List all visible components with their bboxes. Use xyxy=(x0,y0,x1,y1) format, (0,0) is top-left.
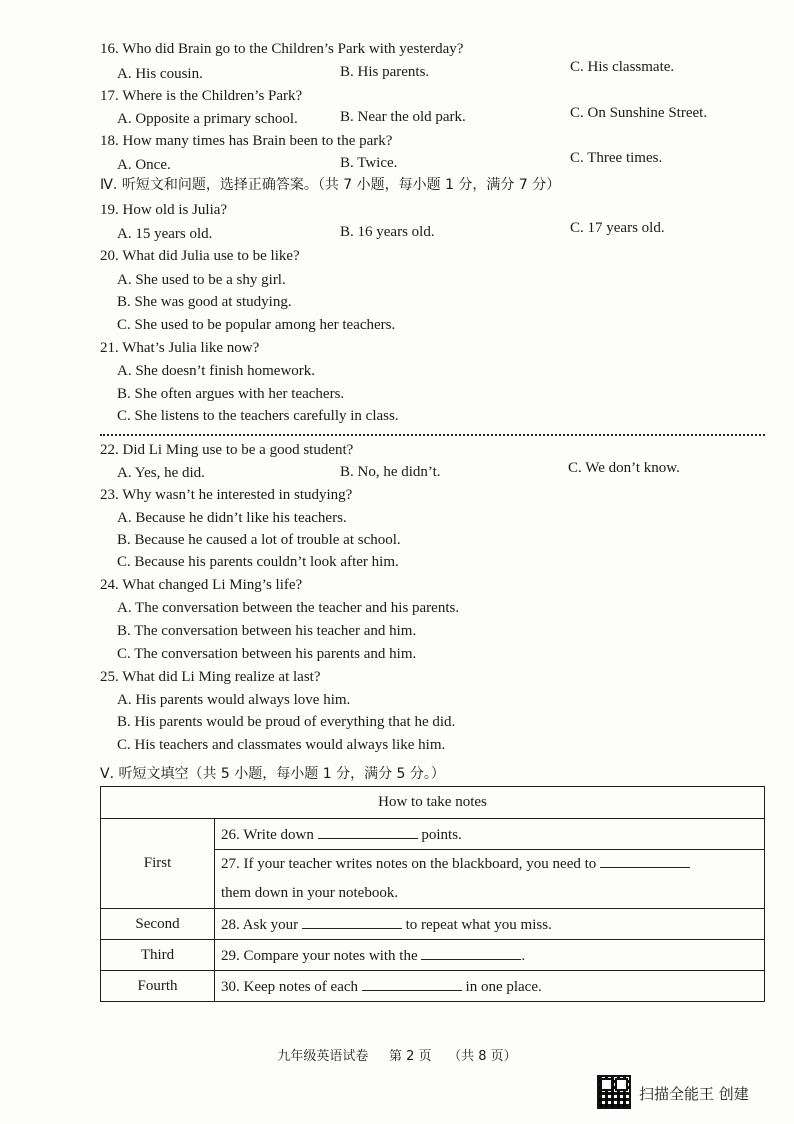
notes-table-title: How to take notes xyxy=(101,787,765,819)
footer-page-number: 第 2 页 xyxy=(389,1049,432,1064)
q21-stem: 21. What’s Julia like now? xyxy=(100,340,260,356)
q17-option-a: A. Opposite a primary school. xyxy=(117,111,298,127)
item-30-text-end: in one place. xyxy=(465,979,542,995)
scanner-watermark: 扫描全能王 创建 xyxy=(639,1085,749,1103)
q23-option-a: A. Because he didn’t like his teachers. xyxy=(117,510,347,526)
item-28-text-start: 28. Ask your xyxy=(221,917,299,933)
row-label-second: Second xyxy=(101,909,215,940)
item-29-text-end: . xyxy=(521,948,526,964)
blank-30 xyxy=(362,976,462,991)
item-26-text-start: 26. Write down xyxy=(221,827,314,843)
q17-option-c: C. On Sunshine Street. xyxy=(570,105,708,121)
item-29 xyxy=(215,940,765,971)
item-29-text-start: 29. Compare your notes with the xyxy=(221,948,418,964)
footer-total-pages: （共 8 页） xyxy=(448,1049,517,1064)
q25-option-b: B. His parents would be proud of everything that he did. xyxy=(117,714,456,730)
item-26-text-end: points. xyxy=(421,827,462,843)
q21-option-a: A. She doesn’t finish homework. xyxy=(117,363,316,379)
item-28-text-end: to repeat what you miss. xyxy=(405,917,552,933)
dotted-divider xyxy=(100,434,765,436)
q21-option-b: B. She often argues with her teachers. xyxy=(117,386,345,402)
q19-stem: 19. How old is Julia? xyxy=(100,202,228,218)
q23-option-c: C. Because his parents couldn’t look after him. xyxy=(117,554,399,570)
item-27-text-start: 27. If your teacher writes notes on the blackboard, you need to xyxy=(221,856,597,872)
q24-option-a: A. The conversation between the teacher and his parents. xyxy=(117,600,460,616)
q19-option-b: B. 16 years old. xyxy=(340,224,435,240)
section-5-heading: Ⅴ. 听短文填空（共 5 小题，每小题 1 分，满分 5 分。） xyxy=(100,766,445,782)
section-4-heading: Ⅳ. 听短文和问题，选择正确答案。（共 7 小题，每小题 1 分，满分 7 分） xyxy=(100,177,561,193)
qr-code-icon xyxy=(597,1075,631,1109)
item-27-text-end: them down in your notebook. xyxy=(221,885,399,901)
q24-option-c: C. The conversation between his parents and him. xyxy=(117,646,417,662)
q25-stem: 25. What did Li Ming realize at last? xyxy=(100,669,321,685)
q18-option-b: B. Twice. xyxy=(340,155,398,171)
blank-27 xyxy=(600,853,690,868)
item-30 xyxy=(215,971,765,1002)
q20-stem: 20. What did Julia use to be like? xyxy=(100,248,300,264)
blank-28 xyxy=(302,914,402,929)
q21-option-c: C. She listens to the teachers carefully in class. xyxy=(117,408,399,424)
q17-stem: 17. Where is the Children’s Park? xyxy=(100,88,303,104)
row-label-third: Third xyxy=(101,940,215,971)
q20-option-a: A. She used to be a shy girl. xyxy=(117,272,286,288)
row-label-fourth: Fourth xyxy=(101,971,215,1002)
item-30-text-start: 30. Keep notes of each xyxy=(221,979,359,995)
q19-option-c: C. 17 years old. xyxy=(570,220,665,236)
q22-stem: 22. Did Li Ming use to be a good student? xyxy=(100,442,354,458)
q18-option-c: C. Three times. xyxy=(570,150,663,166)
item-28 xyxy=(215,909,765,940)
q23-option-b: B. Because he caused a lot of trouble at school. xyxy=(117,532,401,548)
notes-table xyxy=(100,786,765,1002)
q16-option-b: B. His parents. xyxy=(340,64,430,80)
q20-option-b: B. She was good at studying. xyxy=(117,294,292,310)
q22-option-b: B. No, he didn’t. xyxy=(340,464,441,480)
q24-stem: 24. What changed Li Ming’s life? xyxy=(100,577,303,593)
q16-option-a: A. His cousin. xyxy=(117,66,203,82)
q18-stem: 18. How many times has Brain been to the park? xyxy=(100,133,393,149)
q24-option-b: B. The conversation between his teacher and him. xyxy=(117,623,417,639)
q25-option-a: A. His parents would always love him. xyxy=(117,692,351,708)
page-footer xyxy=(0,1045,794,1064)
item-27 xyxy=(215,850,765,909)
q23-stem: 23. Why wasn’t he interested in studying? xyxy=(100,487,353,503)
q22-option-c: C. We don’t know. xyxy=(568,460,680,476)
q18-option-a: A. Once. xyxy=(117,157,171,173)
item-26 xyxy=(215,819,765,850)
q16-option-c: C. His classmate. xyxy=(570,59,675,75)
q16-stem: 16. Who did Brain go to the Children’s Park with yesterday? xyxy=(100,41,464,57)
q22-option-a: A. Yes, he did. xyxy=(117,465,205,481)
row-label-first: First xyxy=(101,819,215,909)
q20-option-c: C. She used to be popular among her teachers. xyxy=(117,317,396,333)
q19-option-a: A. 15 years old. xyxy=(117,226,213,242)
footer-exam-title: 九年级英语试卷 xyxy=(277,1049,369,1064)
blank-29 xyxy=(421,945,521,960)
blank-26 xyxy=(318,824,418,839)
q25-option-c: C. His teachers and classmates would always like him. xyxy=(117,737,446,753)
q17-option-b: B. Near the old park. xyxy=(340,109,466,125)
